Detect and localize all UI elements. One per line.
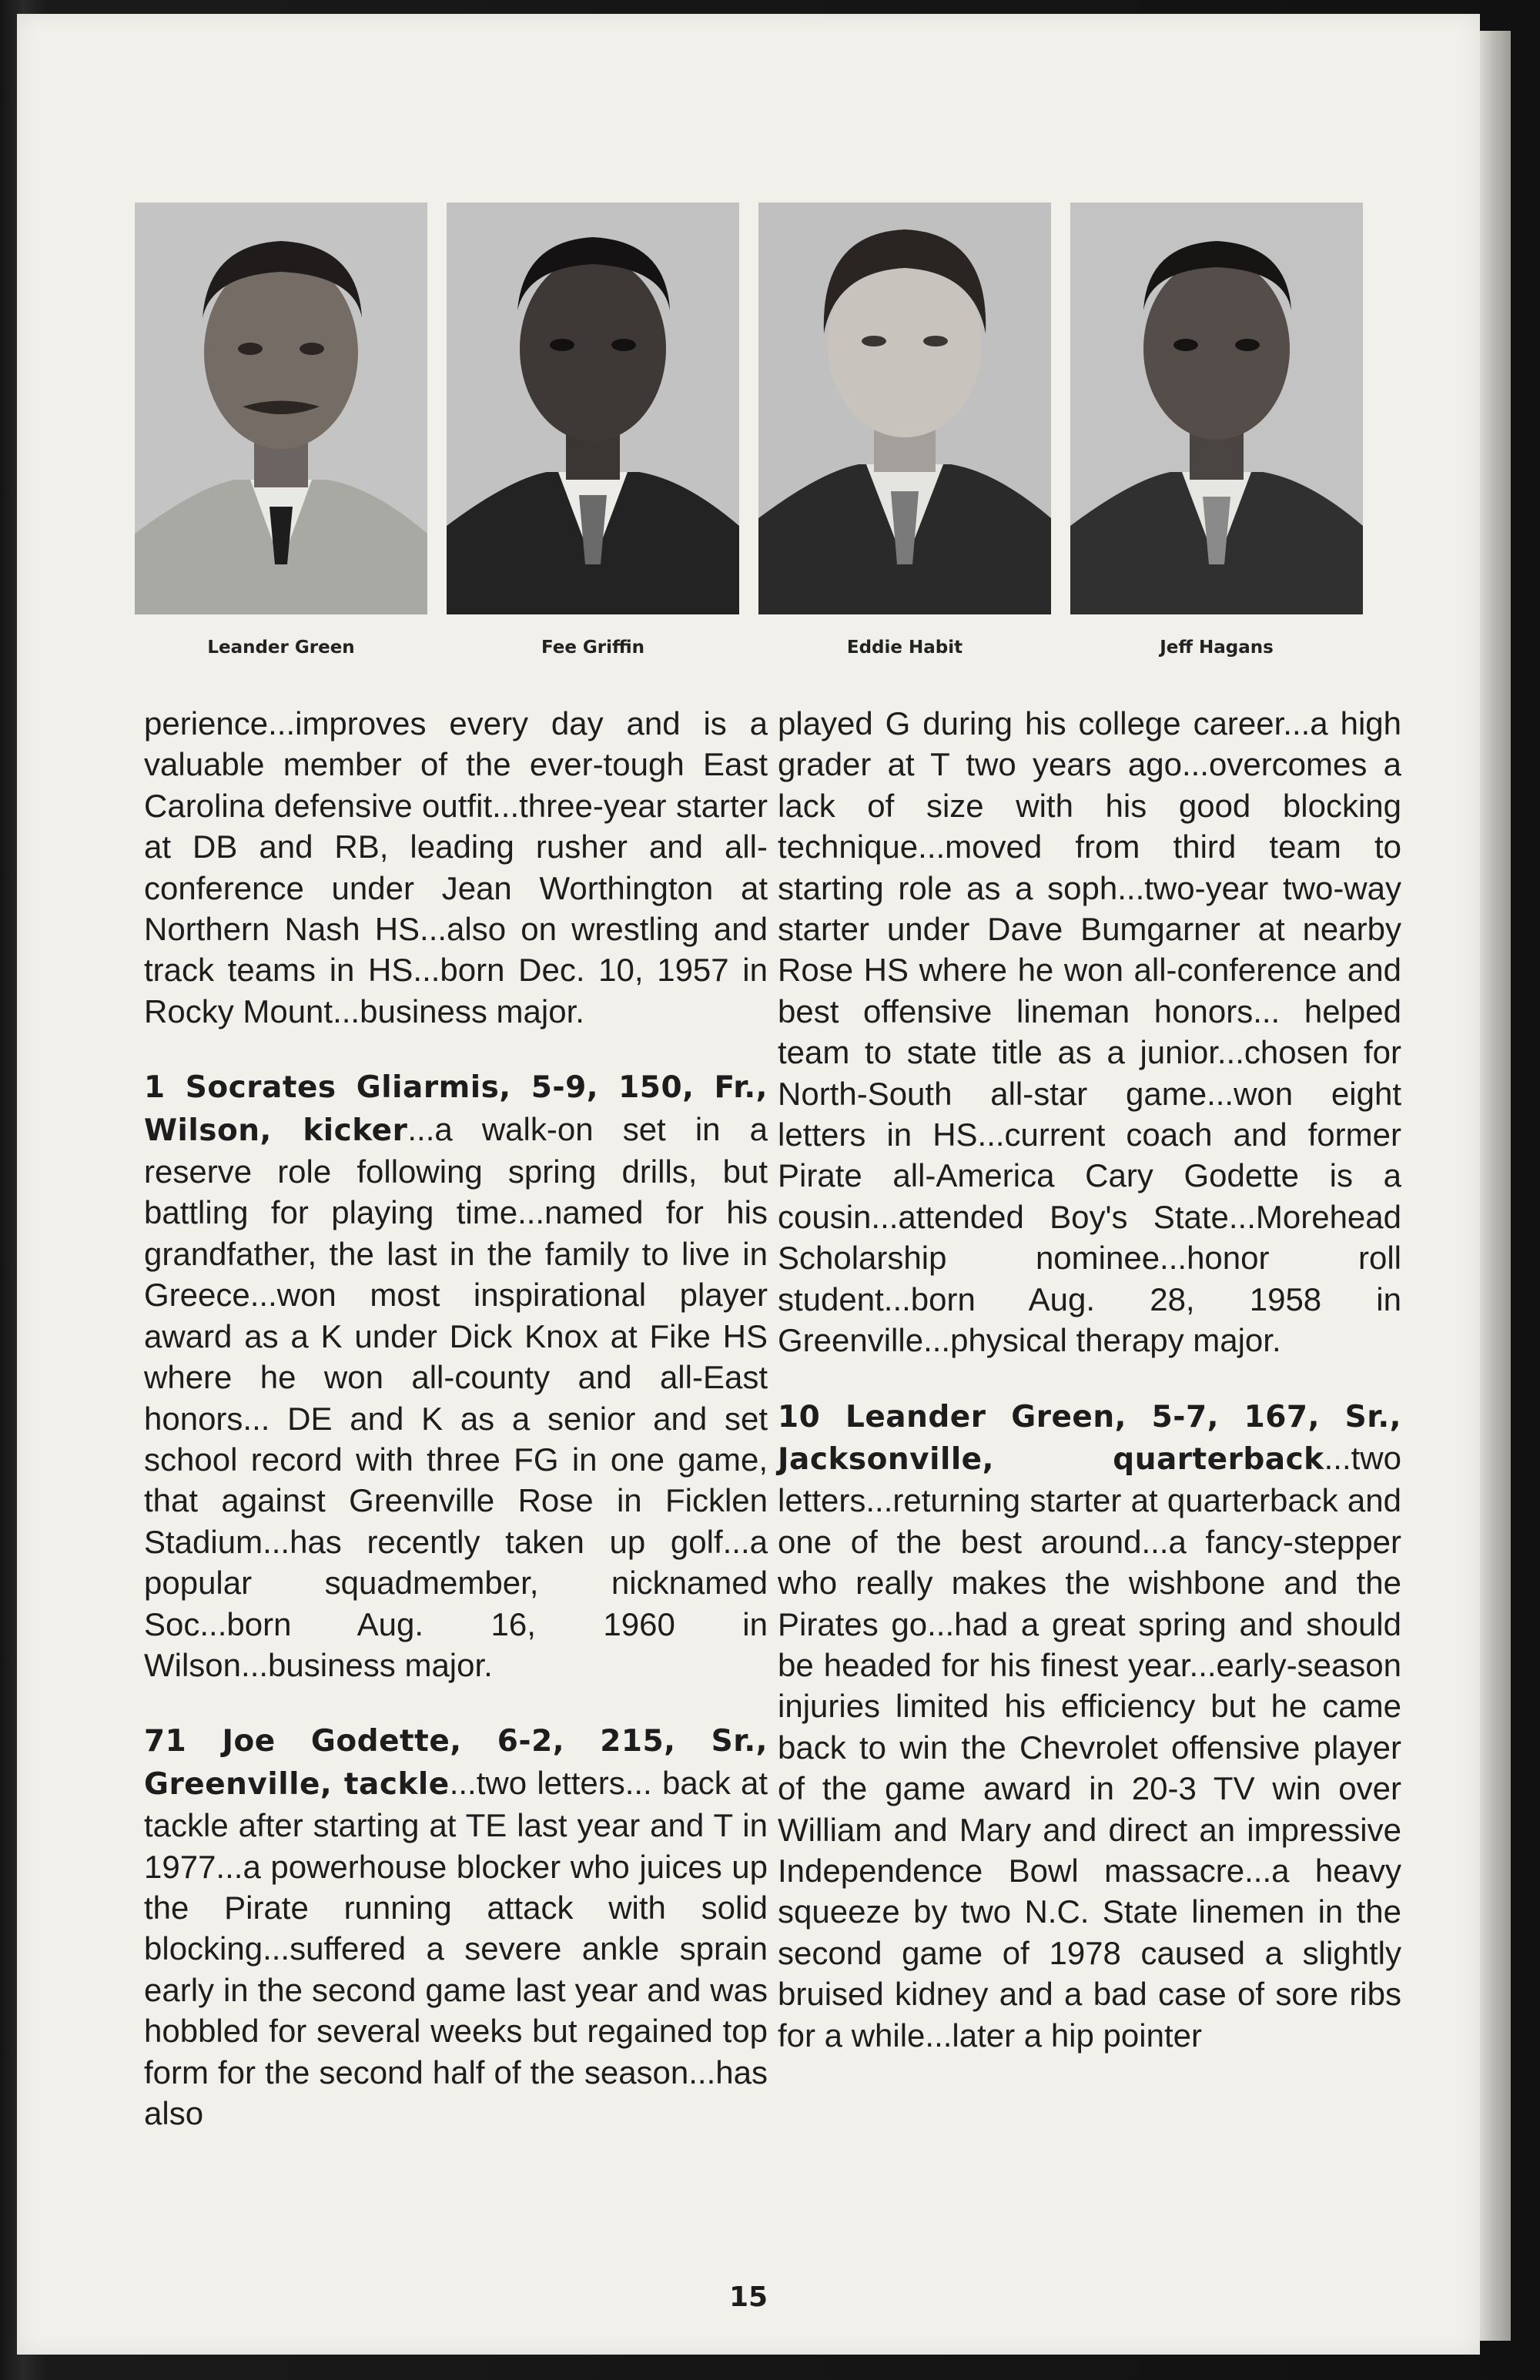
bio-continuation: perience...improves every day and is a valuable member of the ever-tough East Carolina defensive outfit...three-year starter at DB and RB, leading rusher and all-conference under Jean Worthington at Northern Nash HS...also on wrestling and track teams in HS...born Dec. 10, 1957 in Rocky Mount...business major.: [144, 705, 768, 1029]
portrait-photo-icon: [758, 203, 1051, 614]
photo-jeff-hagans: [1070, 203, 1363, 614]
left-column: [144, 703, 768, 2134]
portrait-photo-icon: [135, 203, 427, 614]
bio-leander-green: [778, 1395, 1401, 2057]
bio-joe-godette: [144, 1719, 768, 2134]
photo-caption: Jeff Hagans: [1160, 638, 1274, 658]
page-edge: [1480, 31, 1511, 2341]
photo-caption: Leander Green: [207, 638, 355, 658]
page-number: 15: [728, 2281, 768, 2313]
photo-caption: Fee Griffin: [541, 638, 645, 658]
bio-heading: 10 Leander Green, 5-7, 167, Sr., Jacksonville, quarterback: [778, 1399, 1401, 1477]
bio-heading: 71 Joe Godette, 6-2, 215, Sr., Greenville, tackle: [144, 1724, 768, 1802]
program-page: [17, 14, 1480, 2355]
bio-body: ...a walk-on set in a reserve role following spring drills, but battling for playing time...named for his grandfather, the last in the family to live in Greece...won most inspirational player award as a K under Dick Knox at Fike HS where he won all-county and all-East honors... DE and K as a senior and set school record with three FG in one game, that against Greenville Rose in Ficklen Stadium...has recently taken up golf...a popular squadmember, nicknamed Soc...born Aug. 16, 1960 in Wilson...business major.: [144, 1110, 768, 1683]
photo-eddie-habit: [758, 203, 1051, 614]
bio-heading: 1 Socrates Gliarmis, 5-9, 150, Fr., Wilson, kicker: [144, 1070, 768, 1148]
bio-continuation: played G during his college career...a high grader at T two years ago...overcomes a lack of size with his good blocking technique...moved from third team to starting role as a soph...two-year two-way starter under Dave Bumgarner at nearby Rose HS where he won all-conference and best offensive lineman honors... helped team to state title as a junior...chosen for North-South all-star game...won eight letters in HS...current coach and former Pirate all-America Cary Godette is a cousin...attended Boy's State...Morehead Scholarship nominee...honor roll student...born Aug. 28, 1958 in Greenville...physical therapy major.: [778, 705, 1401, 1359]
photo-fee-griffin: [447, 203, 739, 614]
bio-body: ...two letters... back at tackle after starting at TE last year and T in 1977...a powerhouse blocker who juices up the Pirate running attack with solid blocking...suffered a severe ankle sprain early in the second game last year and was hobbled for several weeks but regained top form for the second half of the season...has also: [144, 1764, 768, 2131]
portrait-photo-icon: [1070, 203, 1363, 614]
portrait-photo-icon: [447, 203, 739, 614]
right-column: [778, 703, 1401, 2056]
photo-leander-green: [135, 203, 427, 614]
bio-body: ...two letters...returning starter at quarterback and one of the best around...a fancy-stepper who really makes the wishbone and the Pirates go...had a great spring and should be headed for his finest year...early-season injuries limited his efficiency but he came back to win the Chevrolet offensive player of the game award in 20-3 TV win over William and Mary and direct an impressive Independence Bowl massacre...a heavy squeeze by two N.C. State linemen in the second game of 1978 caused a slightly bruised kidney and a bad case of sore ribs for a while...later a hip pointer: [778, 1439, 1401, 2054]
photo-caption: Eddie Habit: [846, 638, 963, 658]
bio-socrates-gliarmis: [144, 1066, 768, 1685]
